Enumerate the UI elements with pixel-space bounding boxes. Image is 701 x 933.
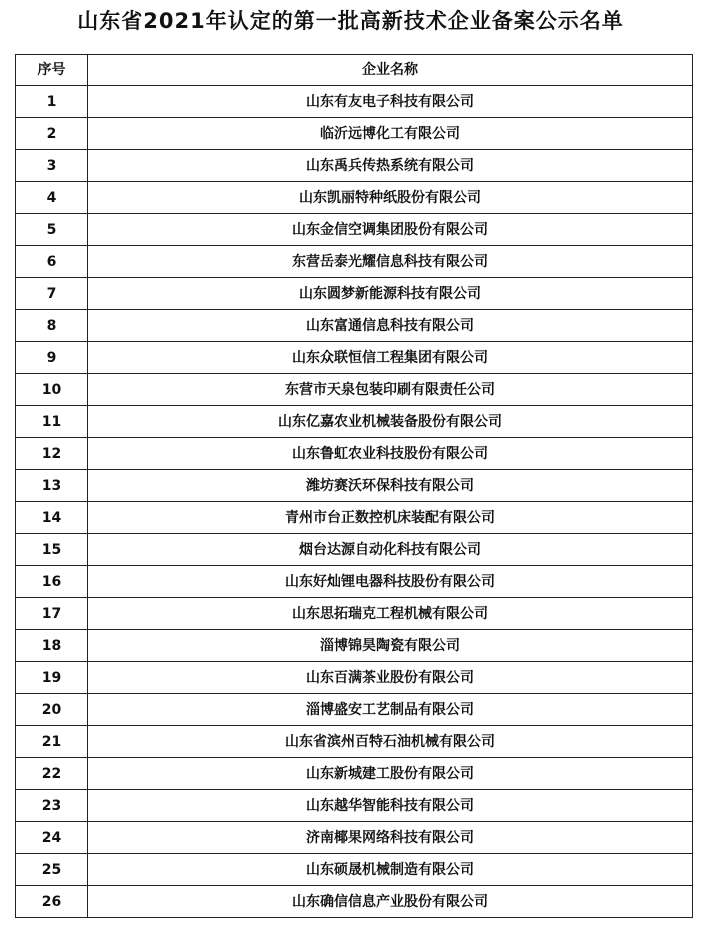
row-company-name: 山东确信信息产业股份有限公司 [88, 886, 693, 918]
row-no: 8 [16, 310, 88, 342]
row-company-name: 东营岳泰光耀信息科技有限公司 [88, 246, 693, 278]
row-company-name: 山东有友电子科技有限公司 [88, 86, 693, 118]
row-no: 17 [16, 598, 88, 630]
table-row [16, 310, 693, 342]
row-no: 3 [16, 150, 88, 182]
row-company-name: 山东众联恒信工程集团有限公司 [88, 342, 693, 374]
row-no: 20 [16, 694, 88, 726]
table-row [16, 534, 693, 566]
table-row [16, 118, 693, 150]
row-company-name: 山东凯丽特种纸股份有限公司 [88, 182, 693, 214]
table-row [16, 886, 693, 918]
row-no: 18 [16, 630, 88, 662]
table-row [16, 406, 693, 438]
row-company-name: 淄博锦昊陶瓷有限公司 [88, 630, 693, 662]
company-table [15, 54, 693, 918]
table-row [16, 182, 693, 214]
row-no: 22 [16, 758, 88, 790]
row-no: 2 [16, 118, 88, 150]
row-company-name: 淄博盛安工艺制品有限公司 [88, 694, 693, 726]
table-row [16, 726, 693, 758]
table-row [16, 150, 693, 182]
row-no: 13 [16, 470, 88, 502]
table-row [16, 662, 693, 694]
row-company-name: 山东新城建工股份有限公司 [88, 758, 693, 790]
table-row [16, 86, 693, 118]
table-row [16, 342, 693, 374]
row-no: 21 [16, 726, 88, 758]
row-company-name: 山东圆梦新能源科技有限公司 [88, 278, 693, 310]
row-company-name: 山东省滨州百特石油机械有限公司 [88, 726, 693, 758]
row-no: 14 [16, 502, 88, 534]
row-company-name: 潍坊赛沃环保科技有限公司 [88, 470, 693, 502]
table-row [16, 374, 693, 406]
row-no: 11 [16, 406, 88, 438]
row-no: 15 [16, 534, 88, 566]
row-company-name: 山东富通信息科技有限公司 [88, 310, 693, 342]
document-title: 山东省2021年认定的第一批高新技术企业备案公示名单 [77, 9, 624, 33]
row-company-name: 山东鲁虹农业科技股份有限公司 [88, 438, 693, 470]
row-company-name: 东营市天泉包装印刷有限责任公司 [88, 374, 693, 406]
row-no: 24 [16, 822, 88, 854]
row-no: 5 [16, 214, 88, 246]
row-no: 25 [16, 854, 88, 886]
table-header-row [16, 55, 693, 86]
row-company-name: 临沂远博化工有限公司 [88, 118, 693, 150]
row-no: 19 [16, 662, 88, 694]
row-no: 9 [16, 342, 88, 374]
table-row [16, 246, 693, 278]
row-no: 4 [16, 182, 88, 214]
table-row [16, 502, 693, 534]
row-no: 23 [16, 790, 88, 822]
row-company-name: 山东硕晟机械制造有限公司 [88, 854, 693, 886]
row-company-name: 山东百满茶业股份有限公司 [88, 662, 693, 694]
table-row [16, 214, 693, 246]
row-company-name: 济南椰果网络科技有限公司 [88, 822, 693, 854]
column-header-name: 企业名称 [88, 55, 693, 86]
row-no: 12 [16, 438, 88, 470]
table-row [16, 598, 693, 630]
table-row [16, 566, 693, 598]
row-company-name: 山东金信空调集团股份有限公司 [88, 214, 693, 246]
table-row [16, 694, 693, 726]
row-company-name: 山东亿嘉农业机械装备股份有限公司 [88, 406, 693, 438]
row-company-name: 山东越华智能科技有限公司 [88, 790, 693, 822]
row-no: 1 [16, 86, 88, 118]
row-no: 6 [16, 246, 88, 278]
row-no: 26 [16, 886, 88, 918]
row-no: 10 [16, 374, 88, 406]
table-row [16, 630, 693, 662]
row-company-name: 烟台达源自动化科技有限公司 [88, 534, 693, 566]
row-company-name: 山东禹兵传热系统有限公司 [88, 150, 693, 182]
table-row [16, 854, 693, 886]
row-no: 16 [16, 566, 88, 598]
column-header-no: 序号 [16, 55, 88, 86]
row-company-name: 山东思拓瑞克工程机械有限公司 [88, 598, 693, 630]
table-row [16, 790, 693, 822]
row-company-name: 青州市台正数控机床装配有限公司 [88, 502, 693, 534]
table-row [16, 438, 693, 470]
table-row [16, 278, 693, 310]
row-company-name: 山东好灿锂电器科技股份有限公司 [88, 566, 693, 598]
row-no: 7 [16, 278, 88, 310]
table-row [16, 470, 693, 502]
table-row [16, 758, 693, 790]
table-row [16, 822, 693, 854]
